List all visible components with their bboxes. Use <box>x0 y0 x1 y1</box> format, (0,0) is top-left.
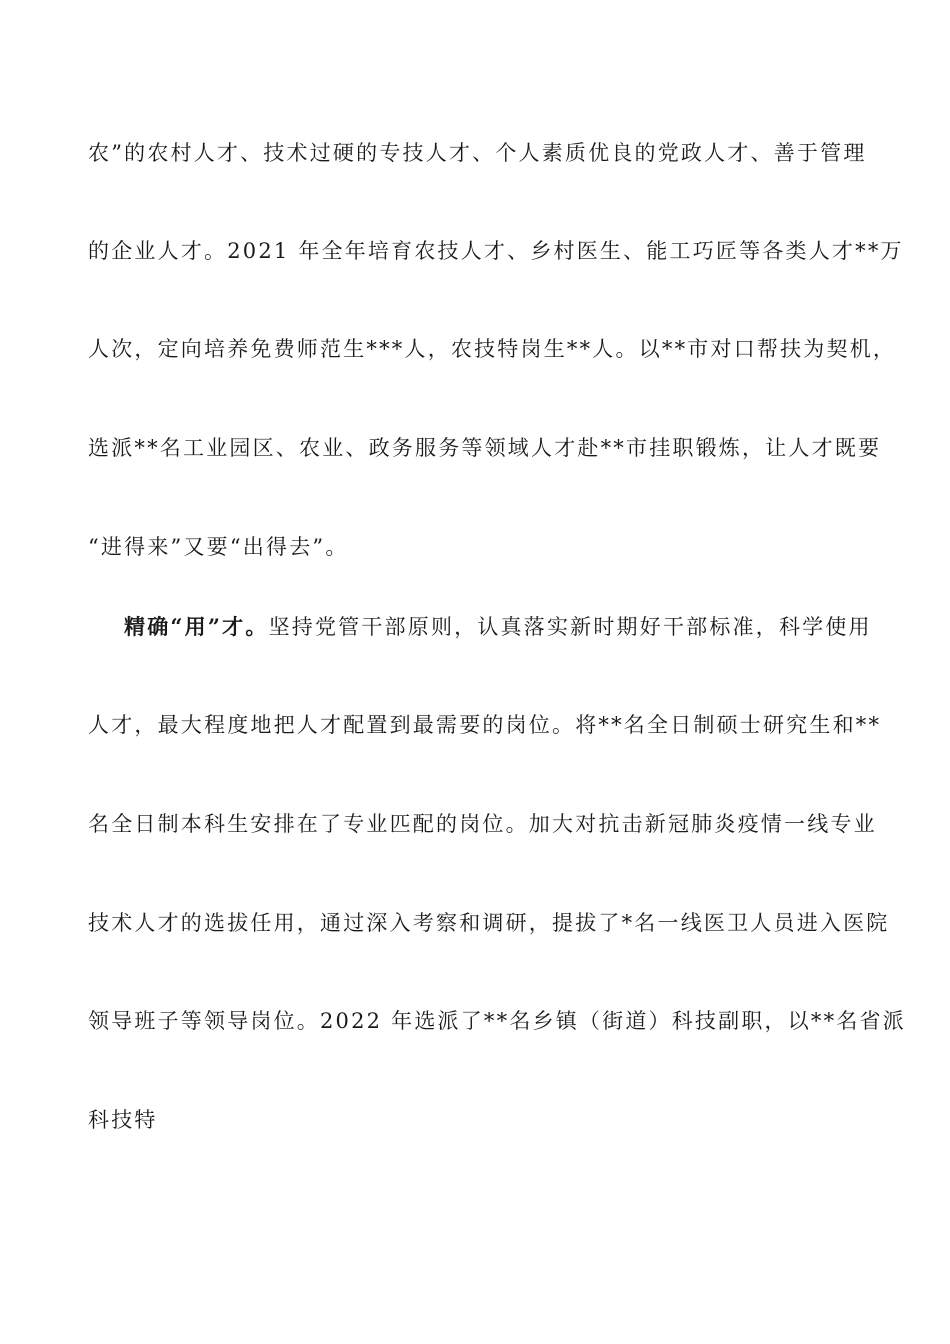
text-line: 技术人才的选拔任用，通过深入考察和调研，提拔了*名一线医卫人员进入医院 <box>88 911 890 935</box>
text-line: “进得来”又要“出得去”。 <box>88 535 349 559</box>
text-line: 农”的农村人才、技术过硬的专技人才、个人素质优良的党政人才、善于管理 <box>88 141 867 165</box>
text-line: 领导班子等领导岗位。2022 年选派了**名乡镇（街道）科技副职，以**名省派 <box>88 1009 906 1033</box>
text-line: 选派**名工业园区、农业、政务服务等领域人才赴**市挂职锻炼，让人才既要 <box>88 436 882 460</box>
text-line: 人次，定向培养免费师范生***人，农技特岗生**人。以**市对口帮扶为契机， <box>88 337 897 361</box>
text-line: 的企业人才。2021 年全年培育农技人才、乡村医生、能工巧匠等各类人才**万 <box>88 239 904 263</box>
text-line: 科技特 <box>88 1108 158 1132</box>
paragraph-text: 坚持党管干部原则，认真落实新时期好干部标准，科学使用 <box>268 615 872 639</box>
text-line: 名全日制本科生安排在了专业匹配的岗位。加大对抗击新冠肺炎疫情一线专业 <box>88 812 877 836</box>
paragraph-heading: 精确“用”才。 <box>124 614 269 639</box>
text-line: 人才，最大程度地把人才配置到最需要的岗位。将**名全日制硕士研究生和** <box>88 713 882 737</box>
paragraph-first-line <box>124 607 872 647</box>
